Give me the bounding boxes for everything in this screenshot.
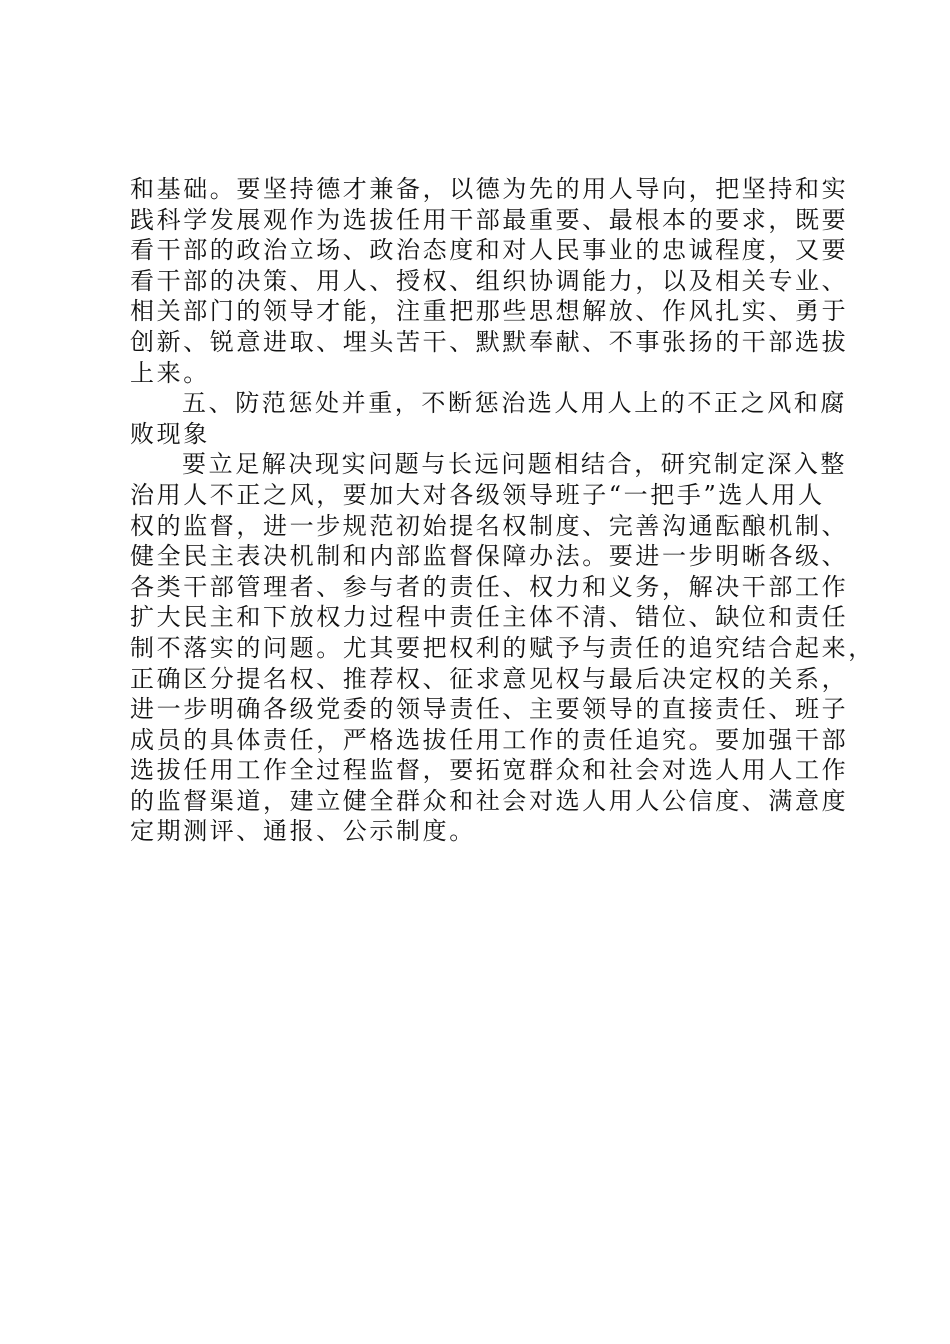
- text-line: 各类干部管理者、参与者的责任、权力和义务，解决干部工作: [130, 572, 849, 601]
- text-line: 上来。: [130, 358, 210, 387]
- text-line: 治用人不正之风，要加大对各级领导班子“一把手”选人用人: [130, 480, 825, 509]
- text-line: 扩大民主和下放权力过程中责任主体不清、错位、缺位和责任: [130, 603, 849, 632]
- text-line: 健全民主表决机制和内部监督保障办法。要进一步明晰各级、: [130, 542, 849, 571]
- text-line: 践科学发展观作为选拔任用干部最重要、最根本的要求，既要: [130, 205, 849, 234]
- text-line: 权的监督，进一步规范初始提名权制度、完善沟通酝酿机制、: [130, 511, 849, 540]
- section-heading-continued: 败现象: [130, 419, 210, 448]
- section-heading: 五、防范惩处并重，不断惩治选人用人上的不正之风和腐: [182, 389, 847, 418]
- text-line: 选拔任用工作全过程监督，要拓宽群众和社会对选人用人工作: [130, 756, 849, 785]
- document-body: [130, 174, 875, 847]
- text-line: 成员的具体责任，严格选拔任用工作的责任追究。要加强干部: [130, 725, 849, 754]
- text-line: 进一步明确各级党委的领导责任、主要领导的直接责任、班子: [130, 695, 849, 724]
- text-line: 正确区分提名权、推荐权、征求意见权与最后决定权的关系，: [130, 664, 849, 693]
- text-line: 相关部门的领导才能，注重把那些思想解放、作风扎实、勇于: [130, 297, 849, 326]
- text-line: 看干部的政治立场、政治态度和对人民事业的忠诚程度，又要: [130, 236, 849, 265]
- text-line: 定期测评、通报、公示制度。: [130, 817, 476, 846]
- text-line: 制不落实的问题。尤其要把权利的赋予与责任的追究结合起来，: [130, 633, 875, 662]
- text-line: 看干部的决策、用人、授权、组织协调能力，以及相关专业、: [130, 266, 849, 295]
- text-line: 的监督渠道，建立健全群众和社会对选人用人公信度、满意度: [130, 786, 849, 815]
- text-line: 要立足解决现实问题与长远问题相结合，研究制定深入整: [182, 450, 847, 479]
- text-line: 和基础。要坚持德才兼备，以德为先的用人导向，把坚持和实: [130, 175, 849, 203]
- text-line: 创新、锐意进取、埋头苦干、默默奉献、不事张扬的干部选拔: [130, 327, 849, 356]
